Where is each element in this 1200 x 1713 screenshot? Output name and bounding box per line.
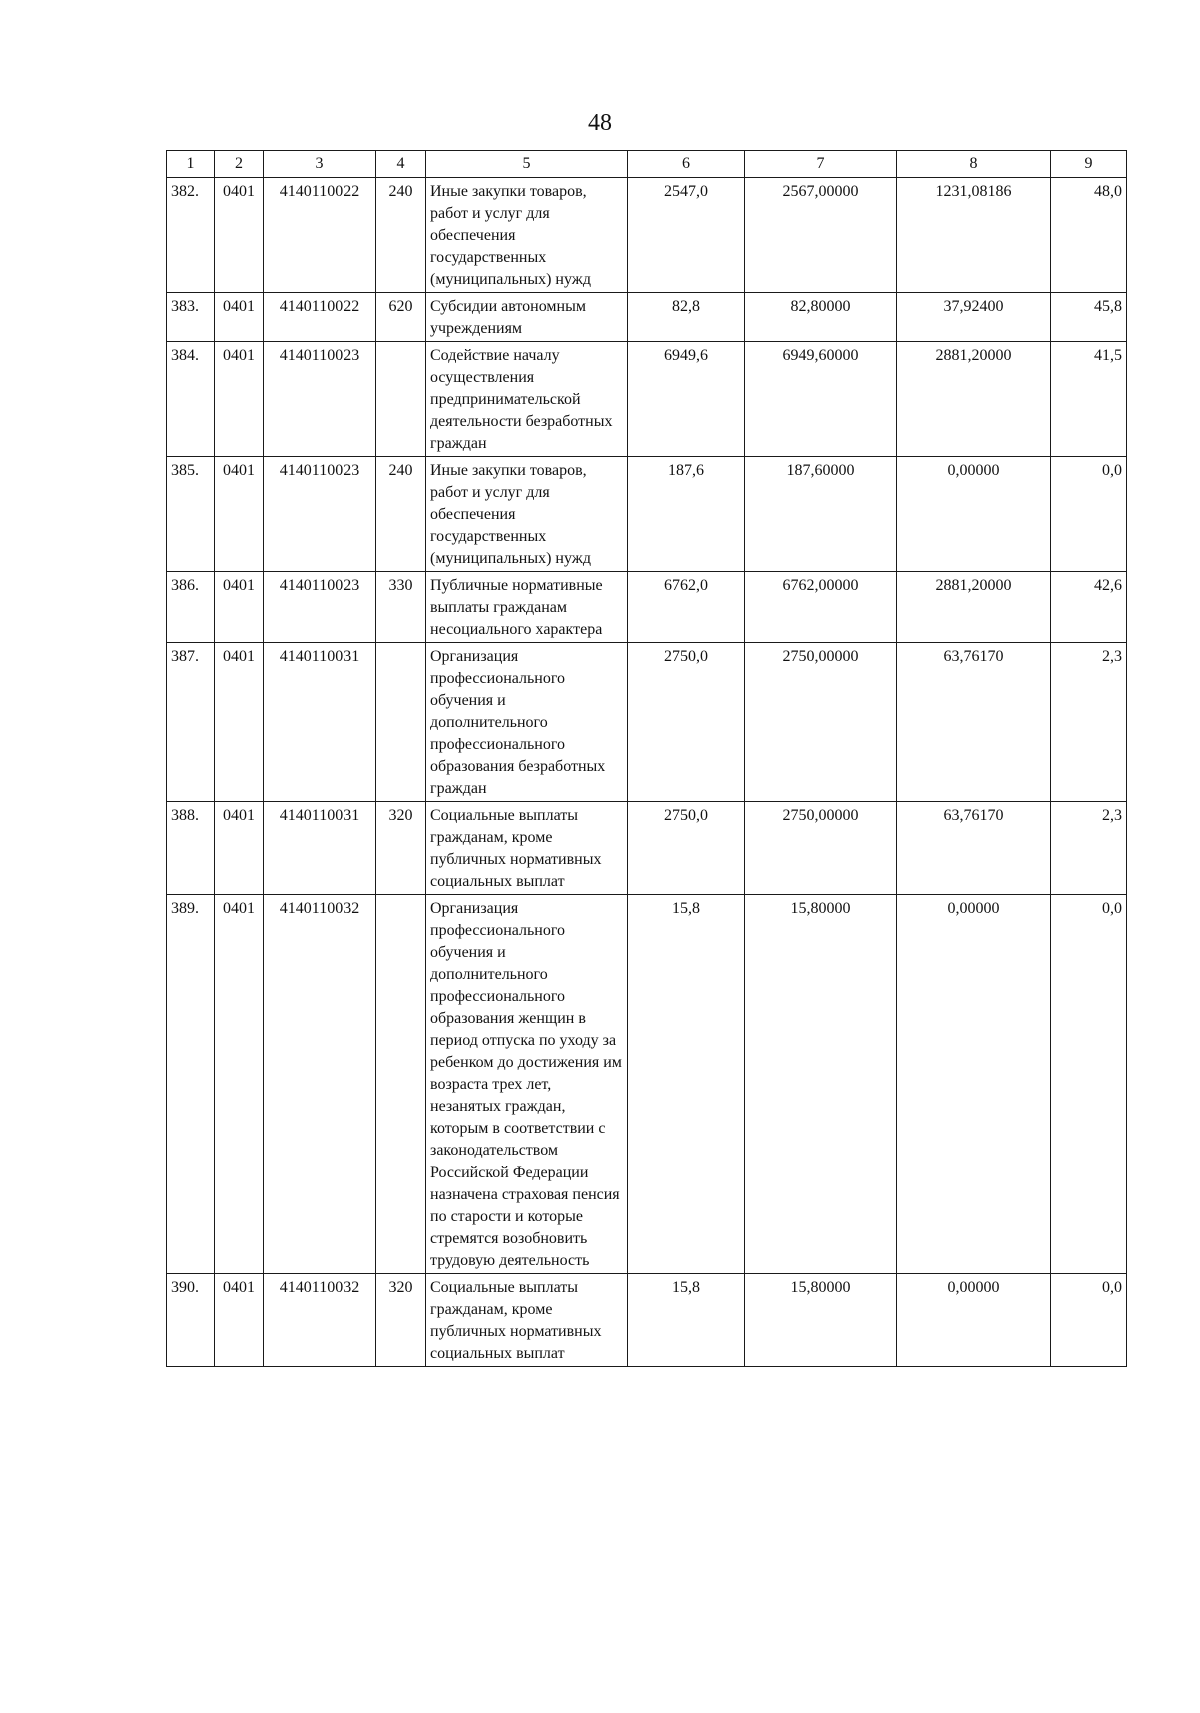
target-code: 4140110023 — [264, 342, 376, 457]
item-name: Иные закупки товаров, работ и услуг для обеспечения государственных (муниципальных) нужд — [426, 457, 628, 572]
value-col7: 187,60000 — [745, 457, 897, 572]
value-col8: 37,92400 — [897, 293, 1051, 342]
expense-type-code — [376, 643, 426, 802]
row-number: 387. — [167, 643, 215, 802]
value-col7: 15,80000 — [745, 1274, 897, 1367]
row-number: 382. — [167, 178, 215, 293]
table-row — [167, 643, 1127, 802]
target-code: 4140110032 — [264, 895, 376, 1274]
value-col8: 2881,20000 — [897, 572, 1051, 643]
table-row — [167, 1274, 1127, 1367]
target-code: 4140110022 — [264, 293, 376, 342]
column-number-header — [167, 151, 1127, 178]
value-col6: 15,8 — [628, 1274, 745, 1367]
expense-type-code — [376, 895, 426, 1274]
row-number: 388. — [167, 802, 215, 895]
column-header: 9 — [1051, 151, 1127, 178]
row-number: 385. — [167, 457, 215, 572]
target-code: 4140110022 — [264, 178, 376, 293]
value-col9: 2,3 — [1051, 802, 1127, 895]
expense-type-code: 240 — [376, 457, 426, 572]
value-col9: 45,8 — [1051, 293, 1127, 342]
item-name: Социальные выплаты гражданам, кроме публичных нормативных социальных выплат — [426, 1274, 628, 1367]
target-code: 4140110031 — [264, 802, 376, 895]
value-col7: 15,80000 — [745, 895, 897, 1274]
value-col6: 2547,0 — [628, 178, 745, 293]
section-code: 0401 — [215, 802, 264, 895]
row-number: 390. — [167, 1274, 215, 1367]
value-col9: 0,0 — [1051, 457, 1127, 572]
value-col6: 2750,0 — [628, 643, 745, 802]
value-col9: 2,3 — [1051, 643, 1127, 802]
value-col8: 1231,08186 — [897, 178, 1051, 293]
target-code: 4140110023 — [264, 457, 376, 572]
value-col9: 48,0 — [1051, 178, 1127, 293]
column-header: 6 — [628, 151, 745, 178]
expense-type-code: 330 — [376, 572, 426, 643]
column-header: 3 — [264, 151, 376, 178]
value-col7: 82,80000 — [745, 293, 897, 342]
value-col7: 2750,00000 — [745, 643, 897, 802]
expense-type-code: 320 — [376, 1274, 426, 1367]
item-name: Социальные выплаты гражданам, кроме публичных нормативных социальных выплат — [426, 802, 628, 895]
table-row — [167, 342, 1127, 457]
target-code: 4140110023 — [264, 572, 376, 643]
value-col8: 0,00000 — [897, 1274, 1051, 1367]
value-col9: 42,6 — [1051, 572, 1127, 643]
budget-table — [166, 150, 1127, 1367]
row-number: 384. — [167, 342, 215, 457]
column-header: 7 — [745, 151, 897, 178]
value-col6: 6949,6 — [628, 342, 745, 457]
expense-type-code: 320 — [376, 802, 426, 895]
value-col8: 0,00000 — [897, 895, 1051, 1274]
page-number: 48 — [588, 110, 612, 136]
value-col8: 63,76170 — [897, 643, 1051, 802]
section-code: 0401 — [215, 572, 264, 643]
item-name: Иные закупки товаров, работ и услуг для обеспечения государственных (муниципальных) нужд — [426, 178, 628, 293]
item-name: Организация профессионального обучения и дополнительного профессионального образования женщин в период отпуска по уходу за ребенком до достижения им возраста трех лет, незанятых граждан, которым в соответствии с законодательством Российской Федерации назначена страховая пенсия по старости и которые стремятся возобновить трудовую деятельность — [426, 895, 628, 1274]
table-row — [167, 178, 1127, 293]
section-code: 0401 — [215, 895, 264, 1274]
section-code: 0401 — [215, 342, 264, 457]
table-row — [167, 457, 1127, 572]
value-col8: 63,76170 — [897, 802, 1051, 895]
expense-type-code — [376, 342, 426, 457]
item-name: Содействие началу осуществления предпринимательской деятельности безработных граждан — [426, 342, 628, 457]
value-col6: 2750,0 — [628, 802, 745, 895]
column-header: 8 — [897, 151, 1051, 178]
target-code: 4140110031 — [264, 643, 376, 802]
section-code: 0401 — [215, 643, 264, 802]
column-header: 1 — [167, 151, 215, 178]
value-col9: 0,0 — [1051, 895, 1127, 1274]
table-row — [167, 293, 1127, 342]
section-code: 0401 — [215, 1274, 264, 1367]
section-code: 0401 — [215, 457, 264, 572]
column-header: 5 — [426, 151, 628, 178]
value-col9: 41,5 — [1051, 342, 1127, 457]
value-col6: 15,8 — [628, 895, 745, 1274]
item-name: Организация профессионального обучения и дополнительного профессионального образования безработных граждан — [426, 643, 628, 802]
column-header: 2 — [215, 151, 264, 178]
value-col7: 6949,60000 — [745, 342, 897, 457]
value-col9: 0,0 — [1051, 1274, 1127, 1367]
row-number: 389. — [167, 895, 215, 1274]
column-header: 4 — [376, 151, 426, 178]
value-col8: 0,00000 — [897, 457, 1051, 572]
value-col6: 187,6 — [628, 457, 745, 572]
item-name: Публичные нормативные выплаты гражданам несоциального характера — [426, 572, 628, 643]
row-number: 383. — [167, 293, 215, 342]
value-col6: 6762,0 — [628, 572, 745, 643]
value-col8: 2881,20000 — [897, 342, 1051, 457]
value-col7: 6762,00000 — [745, 572, 897, 643]
table-row — [167, 802, 1127, 895]
expense-type-code: 620 — [376, 293, 426, 342]
item-name: Субсидии автономным учреждениям — [426, 293, 628, 342]
value-col7: 2750,00000 — [745, 802, 897, 895]
value-col6: 82,8 — [628, 293, 745, 342]
section-code: 0401 — [215, 178, 264, 293]
section-code: 0401 — [215, 293, 264, 342]
expense-type-code: 240 — [376, 178, 426, 293]
table-row — [167, 572, 1127, 643]
row-number: 386. — [167, 572, 215, 643]
value-col7: 2567,00000 — [745, 178, 897, 293]
target-code: 4140110032 — [264, 1274, 376, 1367]
table-row — [167, 895, 1127, 1274]
